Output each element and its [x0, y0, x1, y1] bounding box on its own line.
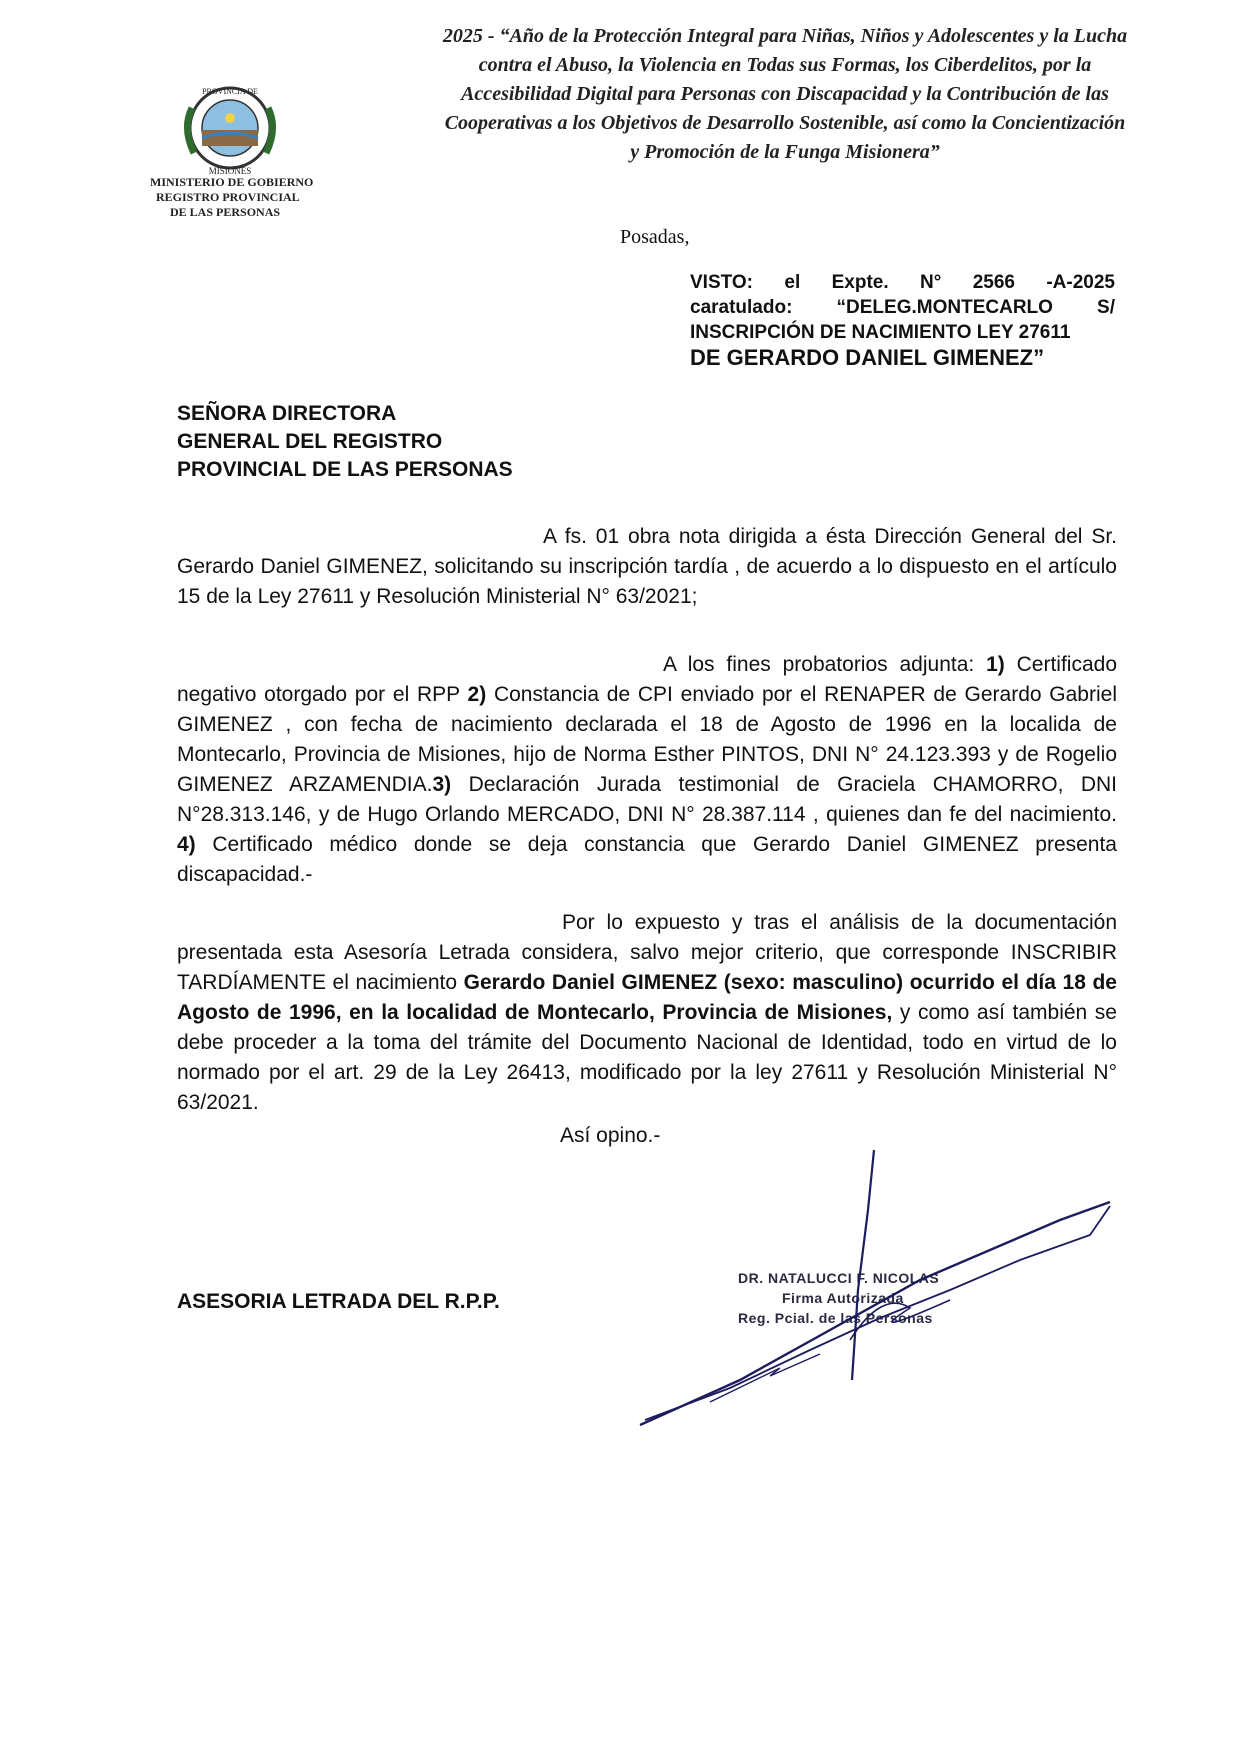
- seal-top-text: PROVINCIA DE: [202, 87, 258, 96]
- visto-line: INSCRIPCIÓN DE NACIMIENTO LEY 27611: [690, 322, 1071, 343]
- paragraph-2: [177, 650, 1117, 890]
- visto-block: [690, 270, 1115, 370]
- place-line: Posadas,: [620, 226, 690, 248]
- paragraph-2-text: Constancia de CPI enviado por el RENAPER de Gerardo Gabriel GIMENEZ , con fecha de nacimiento declarada el 18 de Agosto de 1996 en la localida de Montecarlo, Provincia de Misiones, hijo de Norma Esther PINTOS, DNI N° 24.123.393 y de Rogelio GIMENEZ ARZAMENDIA.: [177, 683, 1117, 796]
- office-signature-label: ASESORIA LETRADA DEL R.P.P.: [177, 1290, 500, 1313]
- handwritten-signature: [620, 1140, 1120, 1430]
- paragraph-2-text: A los fines probatorios adjunta:: [663, 653, 987, 676]
- visto-line: caratulado: “DELEG.MONTECARLO S/: [690, 297, 1115, 318]
- addressee-line: GENERAL DEL REGISTRO: [177, 430, 443, 453]
- paragraph-3-text: Por lo expuesto y tras el análisis de la documentación presentada esta Asesoría Letrada considera, salvo mejor criterio, que corresponde INSCRIBIR TARDÍAMENTE el nacimiento: [177, 911, 1117, 994]
- paragraph-3-text: y como así también se debe proceder a la toma del trámite del Documento Nacional de Identidad, todo en virtud de lo normado por el art. 29 de la Ley 26413, modificado por la ley 27611 y Resolución Ministerial N° 63/2021.: [177, 1001, 1117, 1114]
- paragraph-3: [177, 908, 1117, 1118]
- paragraph-1-text: A fs. 01 obra nota dirigida a ésta Dirección General del Sr. Gerardo Daniel GIMENEZ, solicitando su inscripción tardía , de acuerdo a lo dispuesto en el artículo 15 de la Ley 27611 y Resolución Ministerial N° 63/2021;: [177, 525, 1117, 608]
- paragraph-2-text: Certificado médico donde se deja constancia que Gerardo Daniel GIMENEZ presenta discapacidad.-: [177, 833, 1117, 886]
- addressee-line: PROVINCIAL DE LAS PERSONAS: [177, 458, 513, 481]
- ministry-heading: [150, 175, 313, 220]
- ministry-line: DE LAS PERSONAS: [170, 205, 281, 219]
- paragraph-2-text: Declaración Jurada testimonial de Graciela CHAMORRO, DNI N°28.313.146, y de Hugo Orlando MERCADO, DNI N° 28.387.114 , quienes dan fe del nacimiento.: [177, 773, 1117, 826]
- item-number: 3): [432, 773, 452, 796]
- ministry-line: REGISTRO PROVINCIAL: [156, 190, 300, 204]
- item-number: 2): [467, 683, 487, 706]
- item-number: 4): [177, 833, 196, 856]
- ministry-line: MINISTERIO DE GOBIERNO: [150, 175, 314, 189]
- paragraph-3-bold-text: Gerardo Daniel GIMENEZ (sexo: masculino) ocurrido el día 18 de Agosto de 1996, en la localidad de Montecarlo, Provincia de Misiones,: [177, 971, 1117, 1024]
- stamp-line: Reg. Pcial. de las Personas: [738, 1310, 933, 1326]
- stamp-line: Firma Autorizada: [782, 1290, 904, 1306]
- stamp-line: DR. NATALUCCI F. NICOLAS: [738, 1270, 940, 1286]
- header-motto: 2025 - “Año de la Protección Integral para Niñas, Niños y Adolescentes y la Lucha contra el Abuso, la Violencia en Todas sus Formas, los Ciberdelitos, por la Accesibilidad Digital para Personas con Discapacidad y la Contribución de las Cooperativas a los Objetivos de Desarrollo Sostenible, así como la Concientización y Promoción de la Funga Misionera”: [442, 25, 1128, 163]
- provincial-seal-logo: [180, 78, 280, 178]
- addressee-line: SEÑORA DIRECTORA: [177, 402, 397, 425]
- visto-line: VISTO: el Expte. N° 2566 -A-2025: [690, 272, 1115, 293]
- paragraph-2-text: Certificado negativo otorgado por el RPP: [177, 653, 1118, 706]
- paragraph-1: [177, 522, 1117, 612]
- seal-bottom-text: MISIONES: [208, 166, 252, 176]
- closing-line: Así opino.-: [560, 1124, 661, 1147]
- item-number: 1): [986, 653, 1005, 676]
- visto-line: DE GERARDO DANIEL GIMENEZ”: [690, 345, 1045, 370]
- addressee-block: [177, 400, 513, 484]
